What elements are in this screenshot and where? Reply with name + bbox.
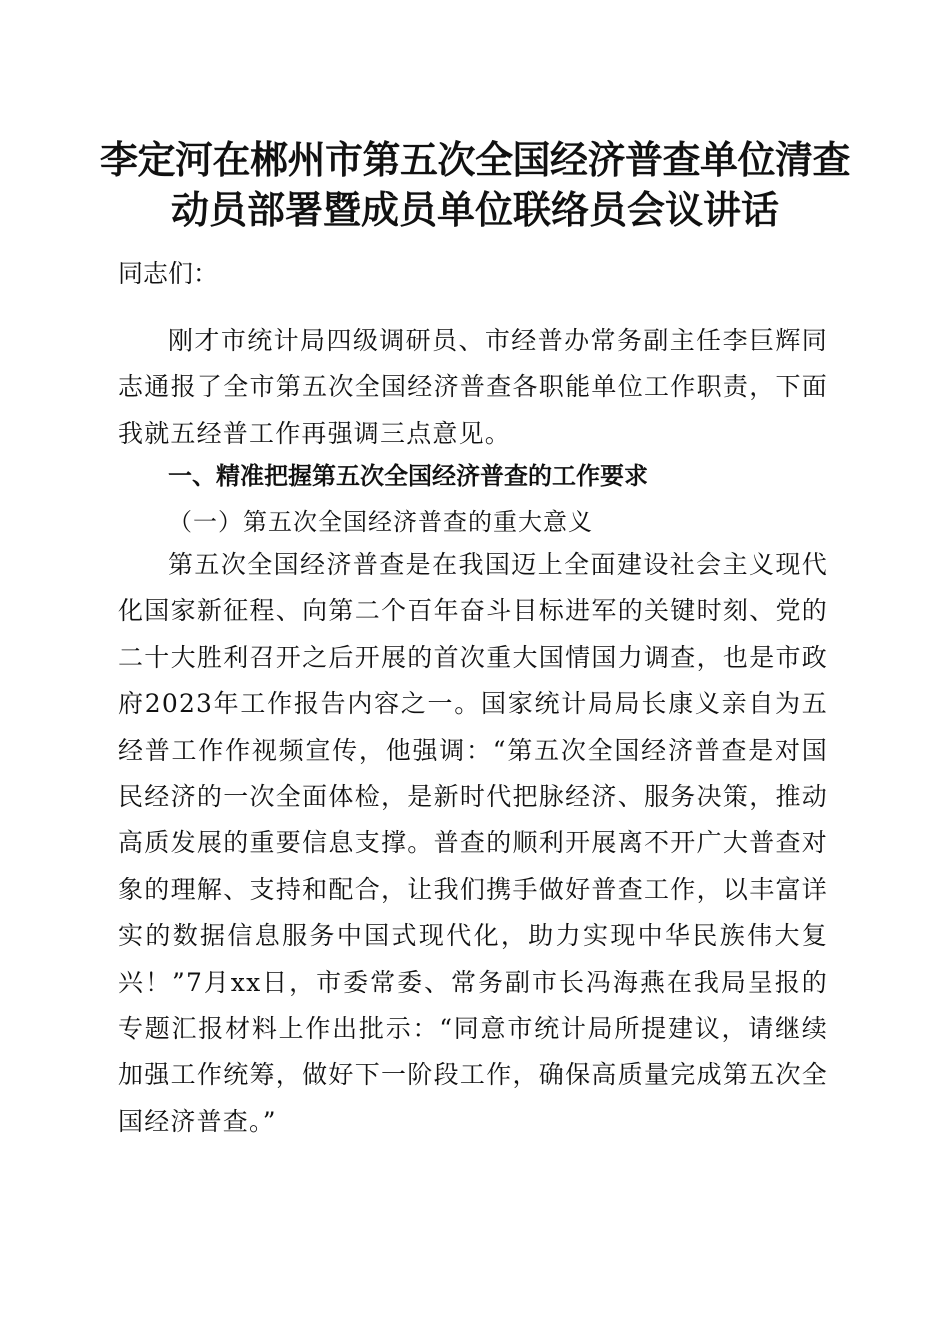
body-paragraph-significance: 第五次全国经济普查是在我国迈上全面建设社会主义现代化国家新征程、向第二个百年奋斗目标进军的关键时刻、党的二十大胜利召开之后开展的首次重大国情国力调查，也是市政府2023年工作报告内容之一。国家统计局局长康义亲自为五经普工作作视频宣传，他强调：“第五次全国经济普查是对国民经济的一次全面体检，是新时代把脉经济、服务决策，推动高质发展的重要信息支撑。普查的顺利开展离不开广大普查对象的理解、支持和配合，让我们携手做好普查工作，以丰富详实的数据信息服务中国式现代化，助力实现中华民族伟大复兴！”7月xx日，市委常委、常务副市长冯海燕在我局呈报的专题汇报材料上作出批示：“同意市统计局所提建议，请继续加强工作统筹，做好下一阶段工作，确保高质量完成第五次全国经济普查。” bbox=[118, 550, 828, 1136]
subsection-heading-1: （一）第五次全国经济普查的重大意义 bbox=[168, 508, 593, 536]
opening-paragraph: 刚才市统计局四级调研员、市经普办常务副主任李巨辉同志通报了全市第五次全国经济普查各职能单位工作职责，下面我就五经普工作再强调三点意见。 bbox=[118, 326, 828, 448]
section-heading-1: 一、精准把握第五次全国经济普查的工作要求 bbox=[168, 462, 648, 490]
document-title-line-2: 动员部署暨成员单位联络员会议讲话 bbox=[170, 187, 779, 232]
salutation: 同志们： bbox=[118, 259, 219, 288]
document-title-line-1: 李定河在郴州市第五次全国经济普查单位清查 bbox=[99, 137, 850, 182]
